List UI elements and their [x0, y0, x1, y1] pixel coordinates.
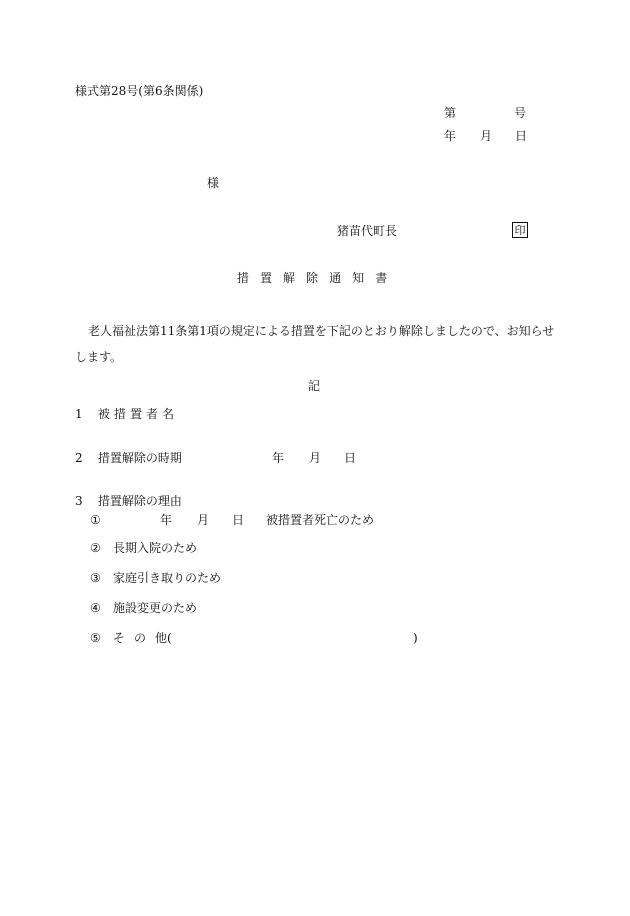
reason-char: の [134, 631, 147, 645]
item-label: 措置解除の時期 [97, 451, 182, 465]
reason-char: そ [113, 631, 126, 645]
reason-number: ⑤ [90, 631, 101, 645]
date-day-label: 日 [515, 129, 528, 143]
reason-text: 長期入院のため [113, 541, 198, 555]
reason-text: 家庭引き取りのため [113, 571, 222, 585]
title-char: 通 [329, 271, 342, 285]
release-day-label: 日 [344, 451, 357, 465]
reason-text-other [113, 632, 181, 644]
body-paragraph: 老人福祉法第11条第1項の規定による措置を下記のとおり解除しましたので、お知らせします。 [75, 324, 555, 364]
label-char: 被 [97, 407, 110, 421]
date-year-label: 年 [444, 129, 457, 143]
form-number: 様式第28号(第6条関係) [75, 84, 204, 98]
item-label: 措置解除の理由 [97, 494, 182, 508]
reason-text: 被措置者死亡のため [266, 513, 375, 527]
release-year-label: 年 [272, 451, 285, 465]
item-release-reason [75, 495, 182, 507]
document-title [237, 272, 398, 284]
reason-char: 他( [155, 631, 172, 645]
document-number-label: 第 [444, 106, 457, 120]
label-char: 名 [161, 407, 174, 421]
date-month-label: 月 [480, 129, 493, 143]
title-char: 置 [260, 271, 273, 285]
title-char: 措 [237, 271, 250, 285]
ki-heading: 記 [308, 379, 321, 393]
item-release-date [75, 452, 182, 464]
label-char: 措 [113, 407, 126, 421]
item-number: 3 [75, 494, 83, 508]
reason-day-label: 日 [232, 513, 245, 527]
title-char: 除 [306, 271, 319, 285]
reason-number: ① [90, 513, 101, 527]
release-month-label: 月 [309, 451, 322, 465]
item-subject-name [75, 408, 178, 420]
item-label [98, 407, 178, 421]
item-number: 1 [75, 407, 83, 421]
title-char: 書 [375, 271, 388, 285]
reason-number: ② [90, 541, 101, 555]
reason-number: ③ [90, 571, 101, 585]
issuer-name: 猪苗代町長 [337, 224, 398, 238]
seal-mark: 印 [512, 222, 528, 238]
title-char: 解 [283, 271, 296, 285]
reason-number: ④ [90, 601, 101, 615]
label-char: 置 [129, 407, 142, 421]
reason-other-close-paren: ) [413, 631, 418, 645]
document-number-suffix: 号 [514, 106, 527, 120]
label-char: 者 [145, 407, 158, 421]
item-number: 2 [75, 451, 83, 465]
title-char: 知 [352, 271, 365, 285]
reason-year-label: 年 [160, 513, 173, 527]
reason-text: 施設変更のため [113, 601, 198, 615]
reason-month-label: 月 [197, 513, 210, 527]
addressee-honorific: 様 [207, 176, 220, 190]
